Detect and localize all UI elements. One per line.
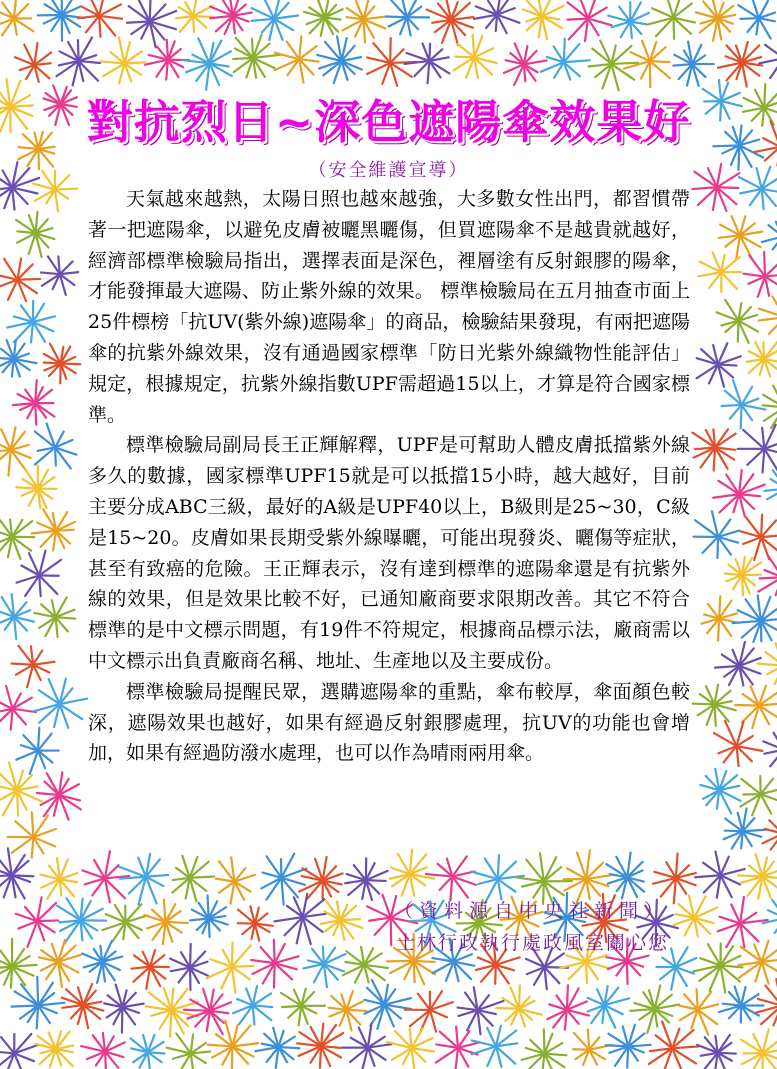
starburst-flower-icon	[740, 515, 777, 560]
starburst-flower-icon	[255, 1028, 299, 1068]
page-title: 對抗烈日~深色遮陽傘效果好	[86, 95, 691, 149]
starburst-flower-icon	[16, 728, 58, 774]
starburst-flower-icon	[131, 1035, 165, 1069]
starburst-flower-icon	[0, 258, 40, 301]
starburst-flower-icon	[184, 989, 231, 1034]
starburst-flower-icon	[630, 985, 679, 1032]
starburst-flower-icon	[0, 0, 33, 35]
starburst-flower-icon	[547, 985, 589, 1029]
starburst-flower-icon	[103, 904, 148, 941]
starburst-flower-icon	[679, 989, 718, 1035]
starburst-flower-icon	[743, 252, 777, 297]
starburst-flower-icon	[144, 900, 188, 945]
starburst-flower-icon	[275, 894, 326, 944]
starburst-flower-icon	[39, 940, 81, 987]
starburst-flower-icon	[299, 857, 342, 899]
starburst-flower-icon	[567, 0, 611, 41]
starburst-flower-icon	[275, 36, 319, 82]
starburst-flower-icon	[216, 857, 255, 903]
starburst-flower-icon	[172, 856, 214, 901]
starburst-flower-icon	[303, 946, 345, 987]
starburst-flower-icon	[693, 511, 739, 558]
starburst-flower-icon	[696, 1, 735, 41]
starburst-flower-icon	[11, 646, 54, 687]
article-paragraph: 標準檢驗局副局長王正輝解釋，UPF是可幫助人體皮膚抵擋紫外線多久的數據，國家標準UPF15就是可以抵擋15小時，越大越好，目前主要分成ABC三級，最好的A級是UPF40以上，B級則是25~30，C級是15~20。皮膚如果長期受紫外線曝曬，可能出現發炎、曬傷等症狀，甚至有致癌的危險。王正輝表示，沒有達到標準的遮陽傘還是有抗紫外線的效果，但是效果比較不好，已通知廠商要求限期改善。其它不符合標準的是中文標示問題，有19件不符規定，根據商品標示法，廠商需以中文標示出負責廠商名稱、地址、生產地以及主要成份。	[88, 434, 690, 672]
starburst-flower-icon	[127, 0, 176, 47]
article-body	[88, 184, 690, 769]
starburst-flower-icon	[454, 35, 497, 78]
starburst-flower-icon	[13, 380, 55, 425]
starburst-flower-icon	[251, 0, 298, 40]
starburst-flower-icon	[261, 854, 306, 905]
starburst-flower-icon	[44, 344, 81, 384]
starburst-flower-icon	[16, 212, 54, 257]
starburst-flower-icon	[733, 595, 777, 642]
starburst-flower-icon	[0, 763, 42, 816]
starburst-flower-icon	[474, 0, 519, 33]
starburst-flower-icon	[62, 984, 104, 1028]
starburst-flower-icon	[104, 985, 143, 1033]
starburst-flower-icon	[522, 1029, 567, 1069]
starburst-flower-icon	[81, 1033, 124, 1069]
starburst-flower-icon	[541, 39, 590, 80]
starburst-flower-icon	[674, 895, 718, 936]
starburst-flower-icon	[82, 851, 129, 902]
starburst-flower-icon	[741, 1029, 777, 1069]
starburst-flower-icon	[387, 1028, 434, 1069]
starburst-flower-icon	[695, 852, 745, 898]
starburst-flower-icon	[12, 977, 65, 1029]
starburst-flower-icon	[762, 219, 777, 253]
starburst-flower-icon	[763, 895, 777, 939]
starburst-flower-icon	[718, 897, 768, 948]
starburst-flower-icon	[496, 986, 541, 1027]
starburst-flower-icon	[390, 850, 434, 896]
starburst-flower-icon	[207, 942, 254, 992]
starburst-flower-icon	[458, 987, 504, 1034]
starburst-flower-icon	[0, 939, 37, 988]
starburst-flower-icon	[763, 812, 777, 854]
starburst-flower-icon	[606, 853, 644, 899]
starburst-flower-icon	[170, 944, 208, 990]
starburst-flower-icon	[698, 252, 741, 292]
starburst-flower-icon	[606, 1025, 651, 1068]
starburst-flower-icon	[238, 906, 273, 941]
starburst-flower-icon	[385, 0, 429, 35]
starburst-flower-icon	[0, 594, 34, 639]
signature-line: 士林行政執行處政風室關心您	[395, 932, 669, 954]
starburst-flower-icon	[759, 290, 777, 338]
starburst-flower-icon	[35, 423, 77, 468]
starburst-flower-icon	[34, 597, 75, 637]
starburst-flower-icon	[41, 256, 78, 294]
starburst-flower-icon	[693, 944, 742, 993]
starburst-flower-icon	[82, 941, 122, 983]
starburst-flower-icon	[405, 991, 453, 1032]
starburst-flower-icon	[146, 988, 198, 1037]
starburst-flower-icon	[725, 557, 762, 596]
starburst-flower-icon	[281, 989, 325, 1026]
starburst-flower-icon	[35, 1031, 73, 1067]
article-paragraph: 標準檢驗局提醒民眾，選購遮陽傘的重點，傘布較厚，傘面顏色較深，遮陽效果也越好，如果有經過反射銀膠處理，抗UV的功能也會增加，如果有經過防潑水處理，也可以作為晴雨兩用傘。	[88, 680, 690, 765]
starburst-flower-icon	[765, 464, 777, 508]
starburst-flower-icon	[0, 340, 36, 377]
starburst-flower-icon	[758, 643, 777, 690]
starburst-flower-icon	[37, 772, 81, 819]
starburst-flower-icon	[692, 429, 735, 470]
starburst-flower-icon	[713, 470, 765, 516]
starburst-flower-icon	[719, 216, 763, 259]
starburst-flower-icon	[304, 0, 343, 36]
starburst-flower-icon	[589, 41, 638, 91]
starburst-flower-icon	[427, 0, 474, 45]
starburst-flower-icon	[320, 901, 362, 940]
starburst-flower-icon	[7, 301, 55, 343]
starburst-flower-icon	[573, 1029, 612, 1064]
starburst-flower-icon	[0, 686, 36, 730]
starburst-flower-icon	[233, 986, 272, 1025]
starburst-flower-icon	[523, 0, 564, 39]
starburst-flower-icon	[0, 1034, 38, 1069]
starburst-flower-icon	[329, 991, 367, 1030]
starburst-flower-icon	[759, 34, 777, 78]
starburst-flower-icon	[167, 1034, 211, 1069]
starburst-flower-icon	[57, 898, 106, 943]
starburst-flower-icon	[436, 1027, 480, 1069]
starburst-flower-icon	[78, 0, 122, 37]
starburst-flower-icon	[472, 1026, 518, 1067]
starburst-flower-icon	[763, 731, 777, 771]
starburst-flower-icon	[0, 427, 31, 475]
starburst-flower-icon	[697, 343, 741, 387]
starburst-flower-icon	[176, 0, 213, 32]
starburst-flower-icon	[210, 0, 252, 34]
starburst-flower-icon	[738, 0, 775, 38]
starburst-flower-icon	[608, 2, 649, 38]
starburst-flower-icon	[16, 897, 59, 947]
starburst-flower-icon	[738, 854, 777, 899]
starburst-flower-icon	[251, 940, 298, 988]
starburst-flower-icon	[724, 808, 767, 848]
starburst-flower-icon	[345, 858, 387, 900]
news-source: （資料源自中央社新聞）	[393, 900, 669, 922]
starburst-flower-icon	[0, 848, 33, 898]
starburst-flower-icon	[746, 342, 777, 377]
starburst-flower-icon	[367, 38, 417, 86]
starburst-flower-icon	[182, 38, 232, 89]
starburst-flower-icon	[208, 1021, 258, 1069]
starburst-flower-icon	[716, 300, 758, 343]
starburst-flower-icon	[17, 551, 62, 596]
starburst-flower-icon	[648, 0, 695, 39]
starburst-flower-icon	[504, 43, 547, 85]
starburst-flower-icon	[697, 1035, 736, 1069]
starburst-flower-icon	[38, 0, 85, 41]
starburst-flower-icon	[343, 1, 386, 43]
starburst-flower-icon	[343, 1023, 392, 1069]
starburst-flower-icon	[714, 721, 762, 766]
starburst-flower-icon	[718, 42, 762, 87]
starburst-flower-icon	[8, 812, 56, 857]
starburst-flower-icon	[131, 950, 168, 989]
starburst-flower-icon	[700, 769, 740, 814]
starburst-flower-icon	[119, 854, 168, 905]
article-paragraph: 天氣越來越熱，太陽日照也越來越強，大多數女性出門，都習慣帶著一把遮陽傘，以避免皮膚被曬黑曬傷，但買遮陽傘不是越貴就越好，經濟部標準檢驗局指出，選擇表面是深色，裡層塗有反射銀膠的陽傘，才能發揮最大遮陽、防止紫外線的效果。 標準檢驗局在五月抽查市面上25件標榜「抗UV(紫外線)遮陽傘」的商品，檢驗結果發現，有兩把遮陽傘的抗紫外線效果，沒有通過國家標準「防日光紫外線織物性能評估」規定，根據規定，抗紫外線指數UPF需超過15以上，才算是符合國家標準。	[88, 188, 690, 426]
starburst-flower-icon	[673, 42, 713, 86]
starburst-flower-icon	[317, 36, 362, 83]
starburst-flower-icon	[722, 380, 766, 428]
starburst-flower-icon	[32, 509, 75, 550]
starburst-flower-icon	[16, 466, 56, 508]
starburst-flower-icon	[738, 425, 777, 473]
starburst-flower-icon	[343, 947, 388, 983]
starburst-flower-icon	[693, 685, 736, 726]
starburst-flower-icon	[297, 1024, 343, 1068]
starburst-flower-icon	[101, 38, 146, 83]
starburst-flower-icon	[735, 686, 777, 728]
starburst-flower-icon	[364, 980, 411, 1029]
starburst-flower-icon	[701, 596, 739, 640]
starburst-flower-icon	[41, 858, 78, 899]
starburst-flower-icon	[56, 37, 100, 85]
starburst-flower-icon	[15, 43, 51, 82]
starburst-flower-icon	[715, 642, 761, 686]
starburst-flower-icon	[588, 986, 630, 1028]
page-subtitle: （安全維護宣導）	[308, 160, 469, 181]
starburst-flower-icon	[34, 679, 88, 728]
starburst-flower-icon	[233, 35, 280, 78]
